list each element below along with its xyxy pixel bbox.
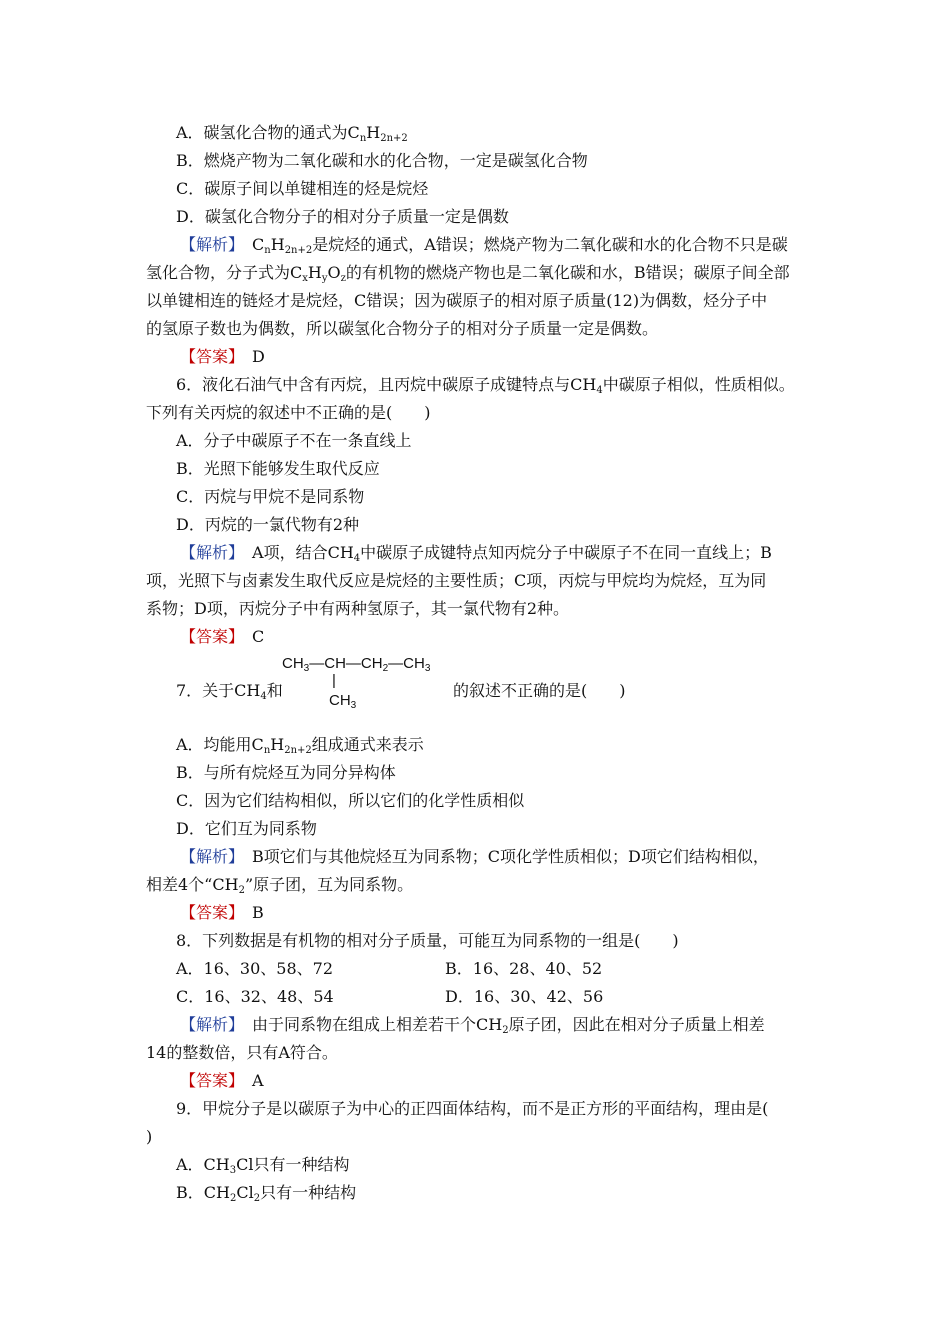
q9-stem-line-2: ) — [146, 1127, 153, 1146]
q6-option-b: B．光照下能够发生取代反应 — [176, 459, 380, 478]
answer-tag: 【答案】 — [180, 347, 237, 366]
q7-option-b: B．与所有烷烃互为同分异构体 — [176, 763, 396, 782]
q8-stem: 8．下列数据是有机物的相对分子质量，可能互为同系物的一组是( ) — [176, 931, 679, 950]
q7-stem-suffix: 的叙述不正确的是( ) — [453, 681, 626, 700]
q6-analysis-line-2: 项，光照下与卤素发生取代反应是烷烃的主要性质；C项，丙烷与甲烷均为烷烃，互为同 — [146, 571, 767, 590]
q7-option-d: D．它们互为同系物 — [176, 819, 317, 838]
q6-answer: 【答案】 C — [180, 627, 265, 646]
q5-answer: 【答案】 D — [180, 347, 265, 366]
q7-analysis-line-1: 【解析】 B项它们与其他烷烃互为同系物；C项化学性质相似；D项它们结构相似， — [180, 847, 769, 866]
q6-option-d: D．丙烷的一氯代物有2种 — [176, 515, 360, 534]
q8-option-c: C．16、32、48、54 — [176, 987, 334, 1006]
analysis-tag: 【解析】 — [180, 1015, 237, 1034]
q6-option-a: A．分子中碳原子不在一条直线上 — [176, 431, 412, 450]
q5-option-a: A．碳氢化合物的通式为$C_nH_{2n+2}$ — [176, 123, 408, 144]
q7-stem-prefix: 7．关于$CH_4$和 — [176, 681, 283, 702]
q9-option-a: A．$CH_3Cl$只有一种结构 — [176, 1155, 350, 1176]
q7-option-a: A．均能用$C_nH_{2n+2}$组成通式来表示 — [176, 735, 424, 756]
q5-analysis-line-2: 氢化合物，分子式为$C_xH_yO_z$的有机物的燃烧产物也是二氧化碳和水，B错误；碳原子间全部 — [146, 263, 790, 284]
q6-analysis-line-1: 【解析】 A项，结合$CH_4$中碳原子成键特点知丙烷分子中碳原子不在同一直线上；B — [180, 543, 772, 564]
q8-analysis-line-2: 14的整数倍，只有A符合。 — [146, 1043, 338, 1062]
analysis-tag: 【解析】 — [180, 847, 237, 866]
q8-option-a: A．16、30、58、72 — [176, 959, 333, 978]
q8-option-b: B．16、28、40、52 — [445, 959, 603, 978]
q5-option-c: C．碳原子间以单键相连的烃是烷烃 — [176, 179, 429, 198]
q8-analysis-line-1: 【解析】 由于同系物在组成上相差若干个$CH_2$原子团，因此在相对分子质量上相差 — [180, 1015, 765, 1036]
q6-stem-line-2: 下列有关丙烷的叙述中不正确的是( ) — [146, 403, 431, 422]
q8-answer: 【答案】 A — [180, 1071, 264, 1090]
q6-analysis-line-3: 系物；D项，丙烷分子中有两种氢原子，其一氯代物有2种。 — [146, 599, 570, 618]
q6-stem-line-1: 6．液化石油气中含有丙烷，且丙烷中碳原子成键特点与$CH_4$中碳原子相似，性质相似。 — [176, 375, 795, 396]
q7-answer: 【答案】 B — [180, 903, 264, 922]
q7-analysis-line-2: 相差4个“$CH_2$”原子团，互为同系物。 — [146, 875, 414, 896]
answer-tag: 【答案】 — [180, 903, 237, 922]
q9-stem-line-1: 9．甲烷分子是以碳原子为中心的正四面体结构，而不是正方形的平面结构，理由是( — [176, 1099, 769, 1118]
q8-option-d: D．16、30、42、56 — [445, 987, 604, 1006]
analysis-tag: 【解析】 — [180, 543, 237, 562]
q5-option-b: B．燃烧产物为二氧化碳和水的化合物，一定是碳氢化合物 — [176, 151, 588, 170]
q9-option-b: B．$CH_2Cl_2$只有一种结构 — [176, 1183, 357, 1204]
q7-option-c: C．因为它们结构相似，所以它们的化学性质相似 — [176, 791, 525, 810]
answer-tag: 【答案】 — [180, 627, 237, 646]
answer-tag: 【答案】 — [180, 1071, 237, 1090]
q5-analysis-line-4: 的氢原子数也为偶数，所以碳氢化合物分子的相对分子质量一定是偶数。 — [146, 319, 659, 338]
q5-option-d: D．碳氢化合物分子的相对分子质量一定是偶数 — [176, 207, 509, 226]
isopentane-structure-formula: $CH_3—CH—CH_2—CH_3$ | $CH_3$ — [282, 655, 431, 711]
q5-analysis-line-1: 【解析】 $C_nH_{2n+2}$是烷烃的通式，A错误；燃烧产物为二氧化碳和水的化合物不只是碳 — [180, 235, 788, 256]
q5-analysis-line-3: 以单键相连的链烃才是烷烃，C错误；因为碳原子的相对原子质量(12)为偶数，烃分子中 — [146, 291, 768, 310]
analysis-tag: 【解析】 — [180, 235, 237, 254]
q6-option-c: C．丙烷与甲烷不是同系物 — [176, 487, 365, 506]
